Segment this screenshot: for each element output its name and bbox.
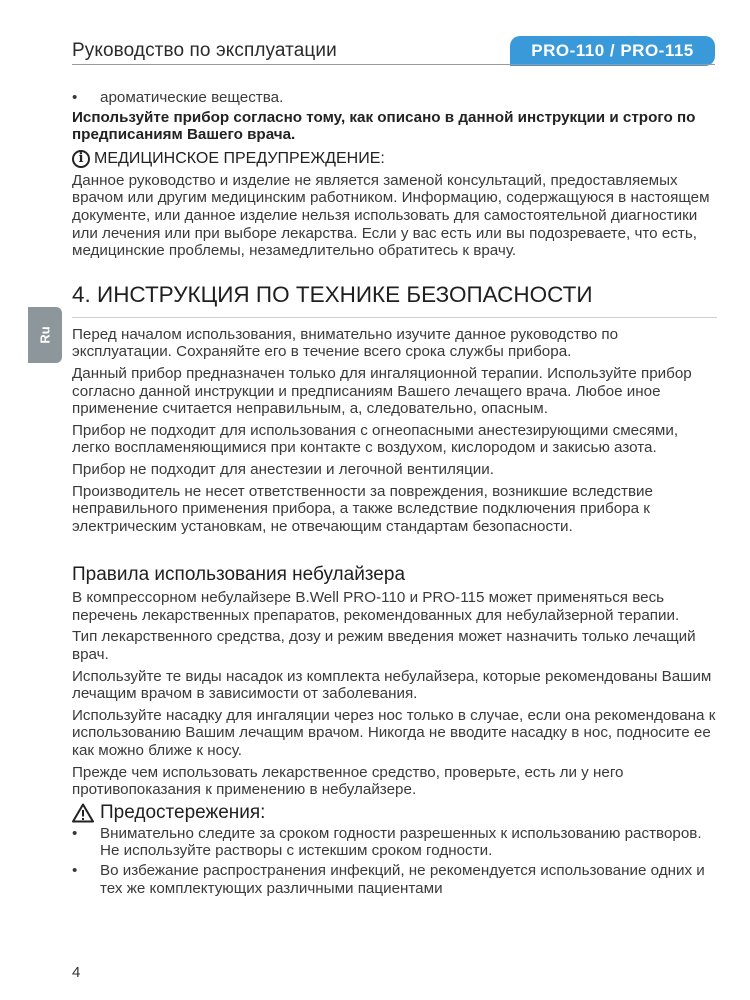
paragraph: Используйте насадку для ингаляции через нос только в случае, если она рекомендована к использованию Вашим лечащим врачом. Никогда не вводите насадку в нос, подносите ее как можно ближе к носу. [72,706,716,760]
list-item: • Во избежание распространения инфекций, не рекомендуется использование одних и тех же комплектующих различными пациентами [72,862,717,897]
bold-notice: Используйте прибор согласно тому, как описано в данной инструкции и строго по предписаниям Вашего врача. [72,108,696,144]
paragraph: Тип лекарственного средства, дозу и режим введения может назначить только лечащий врач. [72,628,696,664]
list-item: • ароматические вещества. [72,89,717,107]
paragraph: Перед началом использования, внимательно изучите данное руководство по эксплуатации. Сохраняйте его в течение всего срока службы прибора. [72,325,619,361]
cautions-title: Предостережения: [100,802,266,824]
model-badge: PRO-110 / PRO-115 [510,36,715,66]
medical-warning-title: МЕДИЦИНСКОЕ ПРЕДУПРЕЖДЕНИЕ: [94,149,385,167]
page-number: 4 [72,964,81,981]
language-tab-label: Ru [37,326,53,344]
paragraph: Производитель не несет ответственности за повреждения, возникшие вследствие неправильного применения прибора, а также вследствие подключения прибора к электрическим установкам, не отвечающим стандартам безопасности. [72,482,653,535]
paragraph: В компрессорном небулайзере B.Well PRO-110 и PRO-115 может применяться весь перечень лекарственных препаратов, рекомендованных для небулайзерной терапии. [72,589,680,624]
paragraph: Прежде чем использовать лекарственное средство, проверьте, есть ли у него противопоказания к применению в небулайзере. [72,763,624,799]
info-icon: i [72,150,90,168]
paragraph: Используйте те виды насадок из комплекта небулайзера, которые рекомендованы Вашим лечащим врачом в зависимости от заболевания. [72,667,712,703]
medical-warning-text: Данное руководство и изделие не является заменой консультаций, предоставляемых врачом или другим медицинским работником. Информацию, содержащуюся в настоящем документе, или данное изделие нельзя использовать для самостоятельной диагностики или лечения или при выборе лекарства. Если у вас есть или вы подозреваете, что есть, медицинские проблемы, незамедлительно обратитесь к врачу. [72,171,710,260]
cautions-heading [72,803,717,823]
page-content [72,89,717,899]
paragraph: Данный прибор предназначен только для ингаляционной терапии. Используйте прибор согласно данной инструкции и предписаниям Вашего лечащего врача. Любое иное применение считается неправильным, а, следовательно, опасным. [72,364,692,418]
paragraph: Прибор не подходит для использования с огнеопасными анестезирующими смесями, легко воспламеняющимися при контакте с воздухом, кислородом и закисью азота. [72,421,679,457]
language-tab [28,307,62,363]
paragraph: Прибор не подходит для анестезии и легочной вентиляции. [72,460,494,478]
list-item: • Внимательно следите за сроком годности разрешенных к использованию растворов. Не используйте растворы с истекшим сроком годности. [72,825,717,860]
subsection-heading: Правила использования небулайзера [72,564,406,586]
medical-warning-heading [72,150,717,168]
section-heading: 4. ИНСТРУКЦИЯ ПО ТЕХНИКЕ БЕЗОПАСНОСТИ [72,281,717,318]
warning-triangle-icon [72,803,94,823]
document-title: Руководство по эксплуатации [72,40,337,61]
header-divider [72,64,715,65]
